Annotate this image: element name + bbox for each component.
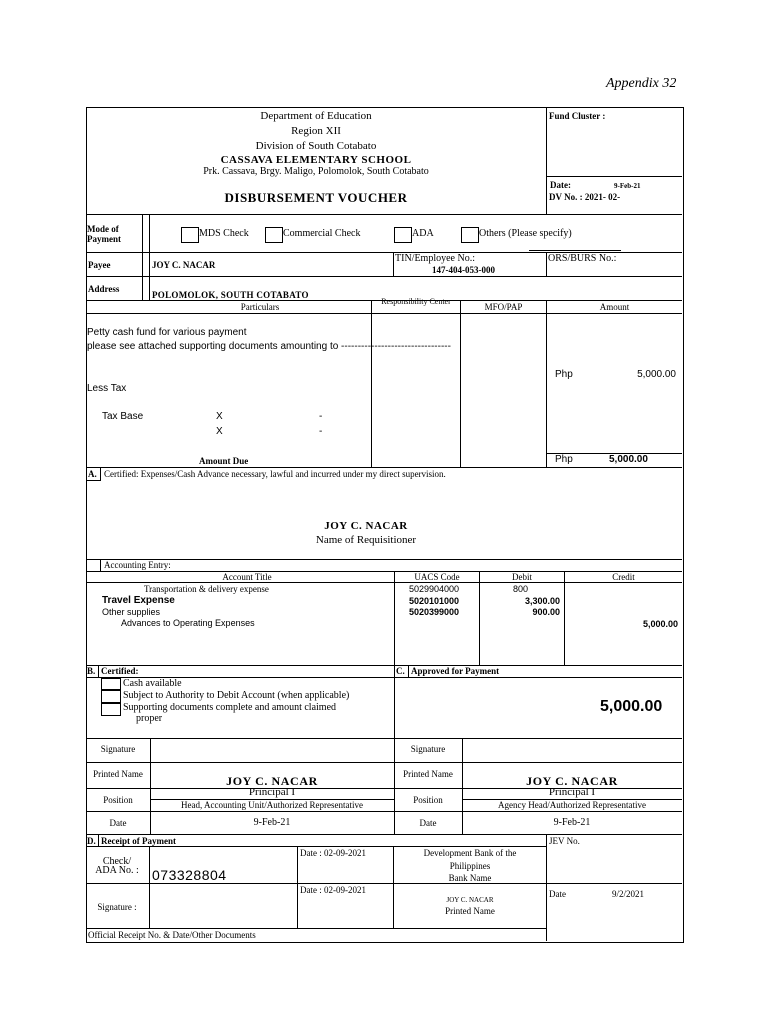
mds-check-box[interactable] <box>181 227 199 243</box>
right-position: Principal I <box>548 786 596 798</box>
receipt-date: Date : 02-09-2021 <box>300 885 366 895</box>
right-signature-label: Signature <box>410 744 446 754</box>
col-amount: Amount <box>599 302 630 312</box>
fund-cluster-label: Fund Cluster : <box>549 111 606 121</box>
official-receipt-label: Official Receipt No. & Date/Other Documents <box>88 930 256 940</box>
address-label: Address <box>88 284 120 294</box>
ada-no-label: ADA No. : <box>95 865 139 876</box>
acct-row-code: 5029904000 <box>409 584 460 594</box>
others-label: Others (Please specify) <box>479 228 572 239</box>
particulars-line2: please see attached supporting documents amounting to --------------------------------- <box>87 341 451 352</box>
school-name: CASSAVA ELEMENTARY SCHOOL <box>220 154 412 166</box>
section-d-letter: D. <box>87 836 96 846</box>
address-value: POLOMOLOK, SOUTH COTABATO <box>152 290 309 300</box>
tax-x2: X <box>216 426 223 437</box>
approved-amount: 5,000.00 <box>600 698 663 715</box>
check-number: 073328804 <box>152 867 227 883</box>
cert-item-proper: proper <box>136 713 163 724</box>
check-label: Check/ <box>102 856 132 867</box>
left-date: 9-Feb-21 <box>253 817 291 828</box>
school-address: Prk. Cassava, Brgy. Maligo, Polomolok, South Cotabato <box>203 166 429 177</box>
division-name: Division of South Cotabato <box>255 140 377 152</box>
amount-due-label: Amount Due <box>199 456 249 466</box>
section-c-letter: C. <box>396 666 405 676</box>
section-a-text: Certified: Expenses/Cash Advance necessary, lawful and incurred under my direct supervision. <box>104 469 446 479</box>
acct-header-title: Account Title <box>222 572 272 582</box>
date-value: 9-Feb-21 <box>614 182 641 190</box>
region-name: Region XII <box>291 125 341 137</box>
bank-name-line2: Philippines <box>449 861 491 871</box>
bank-name-label: Bank Name <box>448 873 492 883</box>
acct-row-title: Advances to Operating Expenses <box>121 618 255 628</box>
cert-item-authority: Subject to Authority to Debit Account (when applicable) <box>123 690 350 701</box>
cert-item-supporting: Supporting documents complete and amount claimed <box>123 702 337 713</box>
acct-row-title: Other supplies <box>102 607 161 617</box>
voucher-title: DISBURSEMENT VOUCHER <box>224 190 408 205</box>
right-date: 9-Feb-21 <box>553 817 591 828</box>
payee-name: JOY C. NACAR <box>152 260 216 270</box>
mode-label: Mode of Payment <box>87 224 121 244</box>
accounting-entry-label: Accounting Entry: <box>104 560 171 570</box>
requisitioner-name: JOY C. NACAR <box>324 520 408 532</box>
acct-header-credit: Credit <box>612 572 635 582</box>
payee-label: Payee <box>88 260 111 270</box>
receipt-printed-name-label: Printed Name <box>445 906 495 916</box>
left-signature-label: Signature <box>100 744 136 754</box>
acct-row-title: Travel Expense <box>102 595 175 606</box>
ada-label: ADA <box>412 228 434 239</box>
left-position-label: Position <box>103 795 133 805</box>
col-particulars: Particulars <box>240 302 280 312</box>
appendix-label: Appendix 32 <box>606 76 677 91</box>
jev-date-label: Date <box>549 889 566 899</box>
commercial-check-box[interactable] <box>265 227 283 243</box>
cert-item-cash: Cash available <box>123 678 182 689</box>
left-position: Principal I <box>248 786 296 798</box>
right-position-sub: Agency Head/Authorized Representative <box>498 800 646 810</box>
left-date-label: Date <box>109 818 127 828</box>
acct-row-title: Transportation & delivery expense <box>144 584 269 594</box>
check-date: Date : 02-09-2021 <box>300 848 366 858</box>
acct-row-debit: 3,300.00 <box>524 596 560 606</box>
commercial-check-label: Commercial Check <box>283 228 361 239</box>
right-printed-name-label: Printed Name <box>403 769 453 779</box>
amount-value-1: 5,000.00 <box>637 369 676 380</box>
authority-debit-box[interactable] <box>101 690 121 703</box>
acct-header-uacs: UACS Code <box>414 572 460 582</box>
tax-base-label: Tax Base <box>102 411 144 422</box>
acct-row-credit: 5,000.00 <box>642 619 678 629</box>
tin-value: 147-404-053-000 <box>432 265 495 275</box>
ors-label: ORS/BURS No.: <box>548 253 617 264</box>
requisitioner-role: Name of Requisitioner <box>315 534 417 546</box>
acct-header-debit: Debit <box>512 572 532 582</box>
cash-available-box[interactable] <box>101 678 121 690</box>
right-date-label: Date <box>419 818 437 828</box>
acct-row-code: 5020399000 <box>409 607 460 617</box>
receipt-signature-label: Signature : <box>97 902 137 912</box>
acct-row-debit: 800 <box>513 584 529 594</box>
receipt-printed-name: JOY C. NACAR <box>446 896 494 904</box>
col-responsibility: Responsibility Center <box>381 298 451 306</box>
dv-number: DV No. : 2021- 02- <box>549 192 621 202</box>
others-box[interactable] <box>461 227 479 243</box>
left-printed-name-label: Printed Name <box>93 769 143 779</box>
mds-check-label: MDS Check <box>199 228 249 239</box>
date-label: Date: <box>550 180 571 190</box>
right-position-label: Position <box>413 795 443 805</box>
tin-label: TIN/Employee No.: <box>395 253 475 264</box>
jev-label: JEV No. <box>549 836 580 846</box>
left-position-sub: Head, Accounting Unit/Authorized Representative <box>181 800 363 810</box>
right-printed-name: JOY C. NACAR <box>526 774 618 788</box>
php-label-1: Php <box>555 369 573 380</box>
tax-x1: X <box>216 411 223 422</box>
tax-dash2: - <box>319 426 323 437</box>
bank-name-line1: Development Bank of the <box>423 848 517 858</box>
acct-row-debit: 900.00 <box>532 607 560 617</box>
section-a-letter: A. <box>88 469 97 479</box>
section-d-title: Receipt of Payment <box>101 836 176 846</box>
left-printed-name: JOY C. NACAR <box>226 774 318 788</box>
jev-date-value: 9/2/2021 <box>612 889 645 899</box>
ada-box[interactable] <box>394 227 412 243</box>
particulars-line1: Petty cash fund for various payment <box>87 327 247 338</box>
php-label-2: Php <box>555 454 573 465</box>
section-c-title: Approved for Payment <box>411 666 500 676</box>
dept-name: Department of Education <box>260 110 372 122</box>
supporting-docs-box[interactable] <box>101 703 121 716</box>
amount-due-value: 5,000.00 <box>609 454 648 465</box>
section-b-title: Certified: <box>101 666 139 676</box>
less-tax-label: Less Tax <box>87 383 127 394</box>
section-b-letter: B. <box>87 666 96 676</box>
acct-row-code: 5020101000 <box>409 596 460 606</box>
col-mfo: MFO/PAP <box>484 302 523 312</box>
tax-dash1: - <box>319 411 323 422</box>
